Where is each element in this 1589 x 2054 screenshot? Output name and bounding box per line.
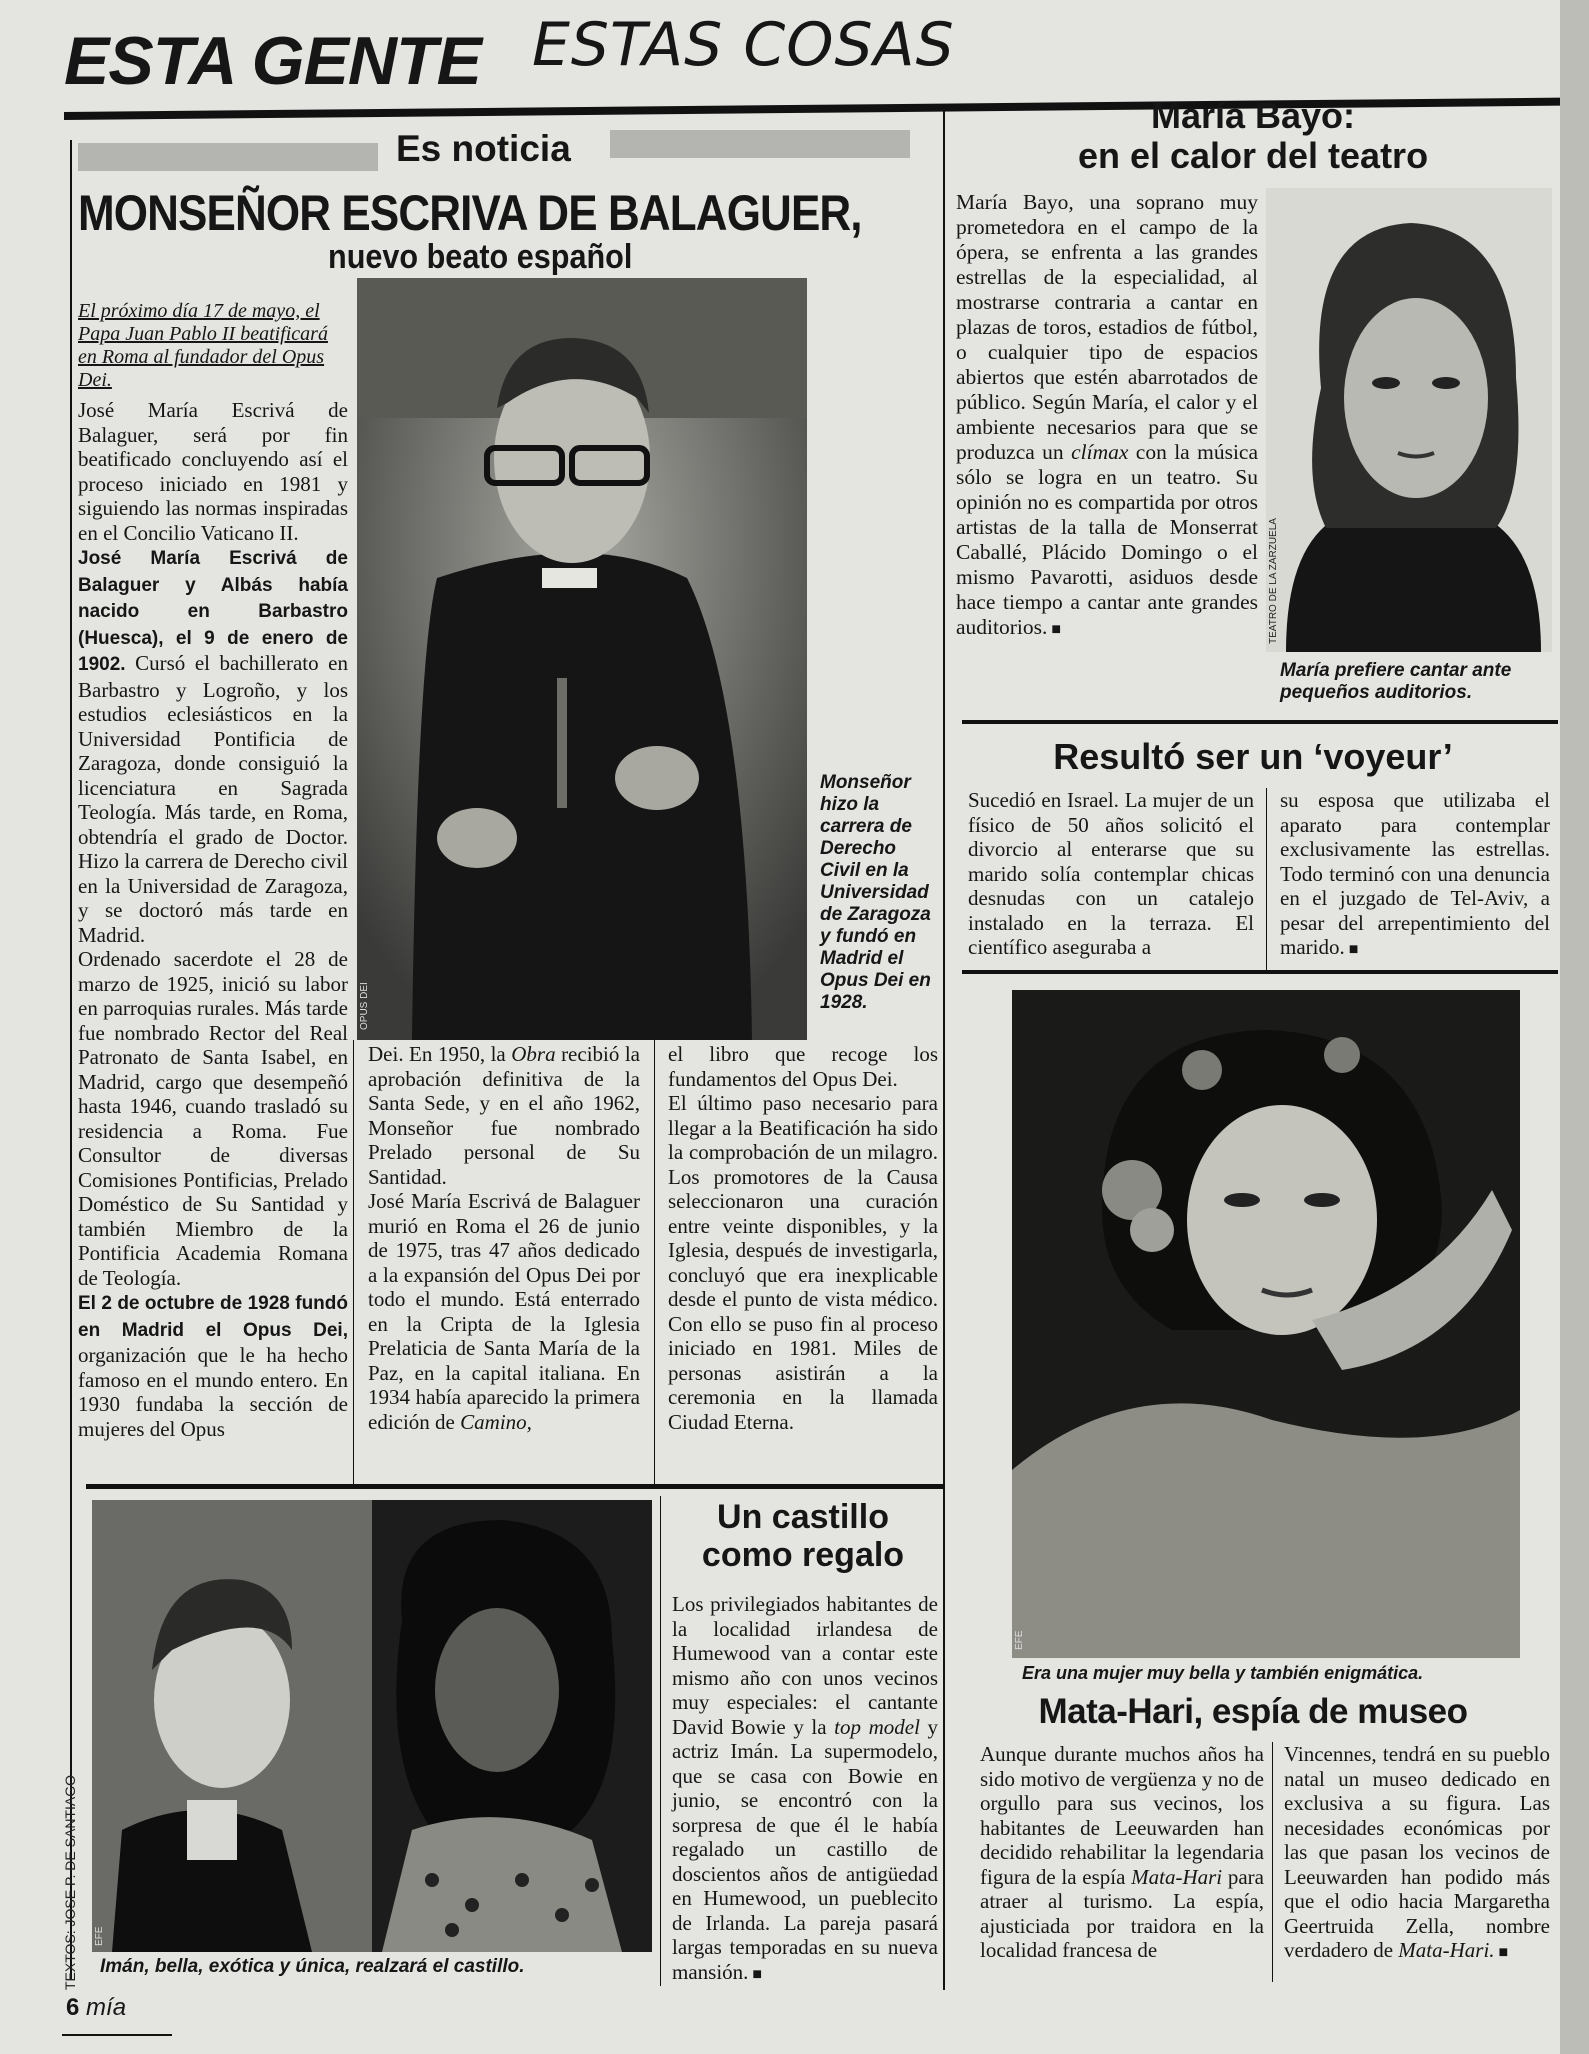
castillo-body-b: y actriz Imán. La supermodelo, que se casa con Bowie en junio, se encontró con la sorpresa de que él le había regalado un castillo de doscientos años de antigüedad en Humewood, un pueblecito de Irlanda. La pareja pasará largas temporadas en su nueva mansión. ■ xyxy=(672,1715,938,1984)
castillo-title-line1: Un castillo xyxy=(717,1498,889,1536)
bayo-title-line2: en el calor del teatro xyxy=(1077,135,1429,176)
castillo-body-a: Los privilegiados habitantes de la localidad irlandesa de Humewood van a contar este mismo año con unos vecinos muy especiales: el cantante David Bowie y la xyxy=(672,1592,938,1739)
voyeur-bottom-rule xyxy=(962,970,1558,974)
bayo-caption: María prefiere cantar ante pequeños auditorios. xyxy=(1280,660,1512,703)
grey-bar-left xyxy=(78,143,378,171)
lead-col2-camino: Camino, xyxy=(460,1409,532,1434)
lead-col3-p2: El último paso necesario para llegar a la Beatificación ha sido la comprobación de un milagro. Los promotores de la Causa seleccionaron una curación entre veinte disponibles, y la Iglesia, después de investigarla, concluyó que era inexplicable desde el punto de vista médico. Con ello se puso fin al proceso iniciado en 1981. Miles de personas asistirán a la ceremonia en la llamada Ciudad Eterna. xyxy=(668,1091,938,1434)
bowie-photo-credit: EFE xyxy=(94,1926,105,1946)
mata-hari-column-2 xyxy=(1284,1742,1550,1966)
lead-col2-p2-text: José María Escrivá de Balaguer murió en Roma el 26 de junio de 1975, tras 47 años dedicado a la expansión del Opus Dei por todo el mundo. Está enterrado en la Cripta de la Iglesia Prelaticia de Santa María de la Paz, en la capital italiana. En 1934 había aparecido la primera edición de xyxy=(368,1189,640,1434)
mata-hari-caption: Era una mujer muy bella y también enigmática. xyxy=(1022,1663,1424,1683)
maria-bayo-photo xyxy=(1266,188,1552,652)
castillo-body xyxy=(672,1592,938,1987)
mata-hari-photo-art xyxy=(1012,990,1520,1658)
mata-hari-col1-paragraph xyxy=(980,1742,1264,1963)
monsenor-photo xyxy=(357,278,807,1040)
lead-col2-p1-b: recibió la aprobación definitiva de la Santa Sede, y en el año 1962, Monseñor fue nombrado Prelado personal de Su Santidad. xyxy=(368,1042,641,1189)
lead-column-2 xyxy=(368,1042,640,1434)
bayo-climax: clímax xyxy=(1071,440,1129,464)
lead-subheadline: nuevo beato español xyxy=(328,238,633,276)
lead-col-divider-2 xyxy=(654,1040,655,1485)
maria-bayo-photo-art xyxy=(1266,188,1552,652)
monsenor-photo-caption: Monseñor hizo la carrera de Derecho Civil en la Universidad de Zaragoza y fundó en Madrid el Opus Dei en 1928. xyxy=(820,772,931,1013)
bayo-body-b: con la música sólo se logra en un teatro. Su opinión no es compartida por otros artistas de la talla de Monserrat Caballé, Plácido Domingo o el mismo Pavarotti, asiduos desde hace tiempo a cantar ante grandes auditorios. ■ xyxy=(956,440,1258,639)
bayo-title xyxy=(946,96,1560,176)
section-title-light: ESTAS COSAS xyxy=(532,10,955,80)
lead-col1-p2 xyxy=(78,545,348,947)
lead-col1-p4-bold: El 2 de octubre de 1928 fundó en Madrid el Opus Dei, xyxy=(78,1293,348,1341)
lead-col1-p2-bold: José María Escrivá de Balaguer y Albás había nacido en Barbastro (Huesca), el 9 de enero de 1902. xyxy=(78,548,348,675)
voyeur-column-2: su esposa que utilizaba el aparato para contemplar exclusivamente las estrellas. Todo terminó con una denuncia en el juzgado de Tel-Aviv, a pesar del arrepentimiento del marido. ■ xyxy=(1280,788,1550,963)
lead-column-1 xyxy=(78,398,348,1441)
lead-col2-p1-a: Dei. En 1950, la xyxy=(368,1042,506,1066)
mata-hari-col-divider xyxy=(1272,1742,1273,1982)
lead-col1-p4-text: organización que le ha hecho famoso en el mundo entero. En 1930 fundaba la sección de mujeres del Opus xyxy=(78,1343,348,1441)
bayo-title-line1: María Bayo: xyxy=(1150,95,1356,136)
mata-hari-title: Mata-Hari, espía de museo xyxy=(1038,1692,1468,1731)
mata-hari-column-1 xyxy=(980,1742,1264,1963)
center-vertical-rule xyxy=(943,110,945,1990)
monsenor-photo-art xyxy=(357,278,807,1040)
lead-col2-p1 xyxy=(368,1042,640,1189)
voyeur-col-divider xyxy=(1266,788,1267,970)
mata-hari-col2-a: Vincennes, tendrá en su pueblo natal un museo dedicado en exclusiva a su figura. Las necesidades económicas por las que pasan los vecinos de Leeuwarden han podido más que el odio hacia Margaretha Geertruida Zella, nombre verdadero de xyxy=(1284,1742,1550,1962)
lead-kicker: Es noticia xyxy=(396,128,571,169)
mata-hari-photo xyxy=(1012,990,1520,1658)
lead-col-divider-1 xyxy=(353,1040,354,1485)
bowie-iman-photo-art xyxy=(92,1500,652,1952)
lead-col3-p1: el libro que recoge los fundamentos del Opus Dei. xyxy=(668,1042,938,1091)
voyeur-title: Resultó ser un ‘voyeur’ xyxy=(1053,736,1453,777)
lead-headline: MONSEÑOR ESCRIVA DE BALAGUER, xyxy=(78,185,862,241)
grey-bar-right xyxy=(610,130,910,158)
left-frame-rule xyxy=(70,140,72,1980)
bowie-iman-photo xyxy=(92,1500,652,1952)
section-title-bold: ESTA GENTE xyxy=(64,23,481,99)
page-number: 6 xyxy=(66,1994,80,2021)
lead-col2-obra: Obra xyxy=(511,1042,556,1066)
castillo-top-model: top model xyxy=(834,1714,920,1739)
voyeur-column-1: Sucedió en Israel. La mujer de un físico de 50 años solicitó el divorcio al enterarse que su marido solía contemplar chicas desnudas con un catalejo instalado en la terraza. El científico aseguraba a xyxy=(968,788,1254,959)
castillo-paragraph xyxy=(672,1592,938,1987)
lead-col2-p2 xyxy=(368,1189,640,1434)
footer-rule xyxy=(62,2034,172,2036)
bayo-bottom-rule xyxy=(962,720,1558,724)
mata-hari-col1-b: para atraer al turismo. La espía, ajusticiada por traidora en la localidad francesa de xyxy=(980,1864,1264,1962)
texts-credit: TEXTOS: JOSE P. DE SANTIAGO xyxy=(62,1775,78,1990)
lead-bottom-rule xyxy=(86,1484,944,1489)
mata-hari-col1-name: Mata-Hari xyxy=(1131,1864,1223,1889)
lead-col1-p1: José María Escrivá de Balaguer, será por fin beatificado concluyendo así el proceso iniciado en 1981 y siguiendo las normas inspiradas en el Concilio Vaticano II. xyxy=(78,398,348,545)
mata-hari-photo-credit: EFE xyxy=(1014,1630,1025,1650)
page-folio xyxy=(66,1994,126,2022)
adjacent-page-edge xyxy=(1560,0,1589,2054)
castillo-divider xyxy=(660,1496,661,1986)
lead-col1-p2-text: Cursó el bachillerato en Barbastro y Logroño, y los estudios eclesiásticos en la Universidad Pontificia de Zaragoza, donde consiguió la licenciatura en Sagrada Teología. Más tarde, en Roma, obtendría el grado de Doctor. Hizo la carrera de Derecho civil en la Universidad de Zaragoza, y se doctoró más tarde en Madrid. xyxy=(78,651,348,947)
lead-intro: El próximo día 17 de mayo, el Papa Juan Pablo II beatificará en Roma al fundador del Opus Dei. xyxy=(78,300,328,391)
lead-col1-p3: Ordenado sacerdote el 28 de marzo de 1925, inició su labor en parroquias rurales. Más tarde fue nombrado Rector del Real Patronato de Santa Isabel, en Madrid, cargo que desempeñó hasta 1946, cuando trasladó su residencia a Roma. Fue Consultor de diversas Comisiones Pontificias, Prelado Doméstico de Su Santidad y también Miembro de la Pontificia Academia Romana de Teología. xyxy=(78,947,348,1290)
mata-hari-col1-a: Aunque durante muchos años ha sido motivo de vergüenza y no de orgullo para sus vecinos, los habitantes de Leeuwarden han decidido rehabilitar la legendaria figura de la espía xyxy=(980,1742,1264,1889)
bayo-body xyxy=(956,190,1258,642)
castillo-title xyxy=(668,1498,938,1574)
mata-hari-col2-name: Mata-Hari. ■ xyxy=(1398,1938,1508,1962)
bowie-iman-caption: Imán, bella, exótica y única, realzará el castillo. xyxy=(100,1956,525,1977)
bayo-body-a: María Bayo, una soprano muy prometedora en el campo de la ópera, se enfrenta a las grandes estrellas de la especialidad, al mostrarse contraria a cantar en plazas de toros, estadios de fútbol, o cualquier tipo de espacios abiertos que estén abarrotados de público. Según María, el calor y el ambiente necesarios para que se produzca un xyxy=(956,190,1258,464)
mata-hari-col2-paragraph xyxy=(1284,1742,1550,1966)
monsenor-photo-credit: OPUS DEI xyxy=(359,982,370,1030)
castillo-title-line2: como regalo xyxy=(701,1536,905,1574)
bayo-paragraph xyxy=(956,190,1258,642)
lead-col1-p4 xyxy=(78,1290,348,1441)
lead-column-3 xyxy=(668,1042,938,1434)
magazine-name: mía xyxy=(86,1994,127,2021)
bayo-photo-credit: TEATRO DE LA ZARZUELA xyxy=(1268,518,1279,644)
